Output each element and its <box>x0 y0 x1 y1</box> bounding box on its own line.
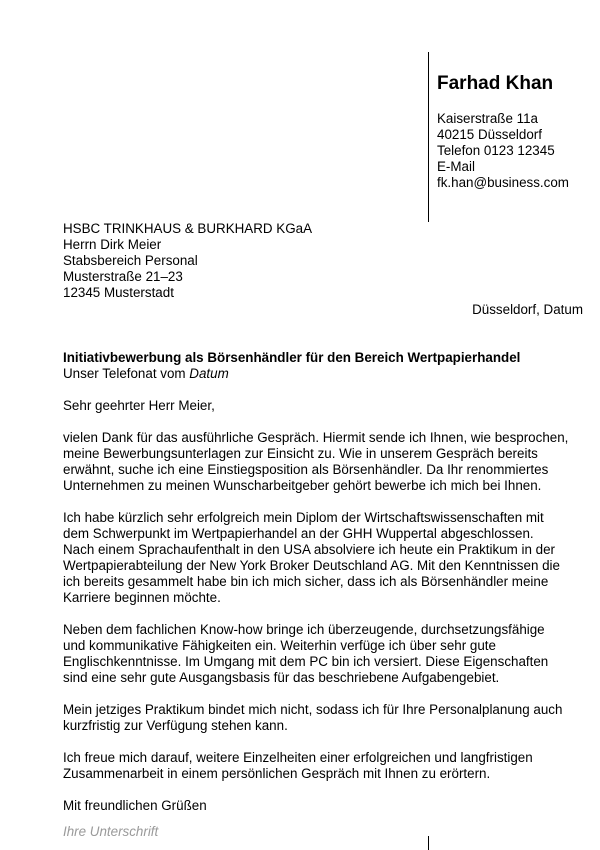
paragraph-line: und kommunikative Fähigkeiten ein. Weiterhin verfüge ich über sehr gute <box>63 638 496 653</box>
paragraph-line: Englischkenntnisse. Im Umgang mit dem PC bin ich versiert. Diese Eigenschaften <box>63 654 549 669</box>
paragraph-line: Karriere beginnen möchte. <box>63 590 221 605</box>
paragraph-line: Ich freue mich darauf, weitere Einzelheiten einer erfolgreichen und langfristigen <box>63 750 533 765</box>
paragraph-line: erwähnt, suche ich eine Einstiegsposition als Börsenhändler. Da Ihr renommiertes <box>63 462 549 477</box>
paragraph-line: Wertpapierabteilung der New York Broker Deutschland AG. Mit den Kenntnissen die <box>63 558 560 573</box>
recipient-person: Herrn Dirk Meier <box>63 237 162 252</box>
paragraph-line: meine Bewerbungsunterlagen zur Einsicht zu. Wie in unserem Gespräch bereits <box>63 446 538 461</box>
paragraph-line: Mein jetziges Praktikum bindet mich nicht, sodass ich für Ihre Personalplanung auch <box>63 702 563 717</box>
paragraph-line: Zusammenarbeit in einem persönlichen Gespräch mit Ihnen zu erörtern. <box>63 766 491 781</box>
sender-street: Kaiserstraße 11a <box>437 111 538 126</box>
paragraph-line: Neben dem fachlichen Know-how bringe ich überzeugende, durchsetzungsfähige <box>63 622 545 637</box>
paragraph-1 <box>63 430 593 494</box>
sender-name: Farhad Khan <box>437 73 554 94</box>
subject-reference <box>63 366 520 382</box>
subject-block <box>63 350 520 382</box>
paragraph-4 <box>63 702 593 734</box>
recipient-city: 12345 Musterstadt <box>63 285 174 300</box>
paragraph-line: dem Schwerpunkt im Wertpapierhandel an der GHH Wuppertal abgeschlossen. <box>63 526 534 541</box>
paragraph-line: Unternehmen zu meinen Wunscharbeitgeber gehört bewerbe ich mich bei Ihnen. <box>63 478 542 493</box>
subject-title: Initiativbewerbung als Börsenhändler für den Bereich Wertpapierhandel <box>63 350 521 365</box>
paragraph-2 <box>63 510 593 606</box>
subject-reference-prefix: Unser Telefonat vom <box>63 366 190 381</box>
sender-phone: Telefon 0123 12345 <box>437 143 555 158</box>
paragraph-line: vielen Dank für das ausführliche Gespräch. Hiermit sende ich Ihnen, wie besprochen, <box>63 430 569 445</box>
paragraph-3 <box>63 622 593 686</box>
bottom-divider-line <box>428 836 429 850</box>
sender-city: 40215 Düsseldorf <box>437 127 542 142</box>
sender-email: fk.han@business.com <box>437 175 569 190</box>
sender-divider-line <box>428 52 429 222</box>
letter-body <box>63 398 593 814</box>
recipient-company: HSBC TRINKHAUS & BURKHARD KGaA <box>63 221 313 236</box>
closing: Mit freundlichen Grüßen <box>63 798 207 813</box>
sender-email-label: E-Mail <box>437 159 475 174</box>
paragraph-line: Ich habe kürzlich sehr erfolgreich mein Diplom der Wirtschaftswissenschaften mit <box>63 510 544 525</box>
salutation: Sehr geehrter Herr Meier, <box>63 398 215 413</box>
recipient-address <box>63 221 312 301</box>
subject-reference-date: Datum <box>189 366 229 381</box>
sender-block <box>437 72 597 191</box>
paragraph-line: ich bereits gesammelt habe bin ich mich sicher, dass ich als Börsenhändler meine <box>63 574 549 589</box>
paragraph-line: kurzfristig zur Verfügung stehen kann. <box>63 718 288 733</box>
recipient-department: Stabsbereich Personal <box>63 253 198 268</box>
paragraph-5 <box>63 750 593 782</box>
paragraph-line: sind eine sehr gute Ausgangsbasis für das beschriebene Aufgabengebiet. <box>63 670 500 685</box>
signature-placeholder: Ihre Unterschrift <box>63 824 159 839</box>
paragraph-line: Nach einem Sprachaufenthalt in den USA absolviere ich heute ein Praktikum in der <box>63 542 556 557</box>
recipient-street: Musterstraße 21–23 <box>63 269 183 284</box>
place-date: Düsseldorf, Datum <box>472 302 583 317</box>
